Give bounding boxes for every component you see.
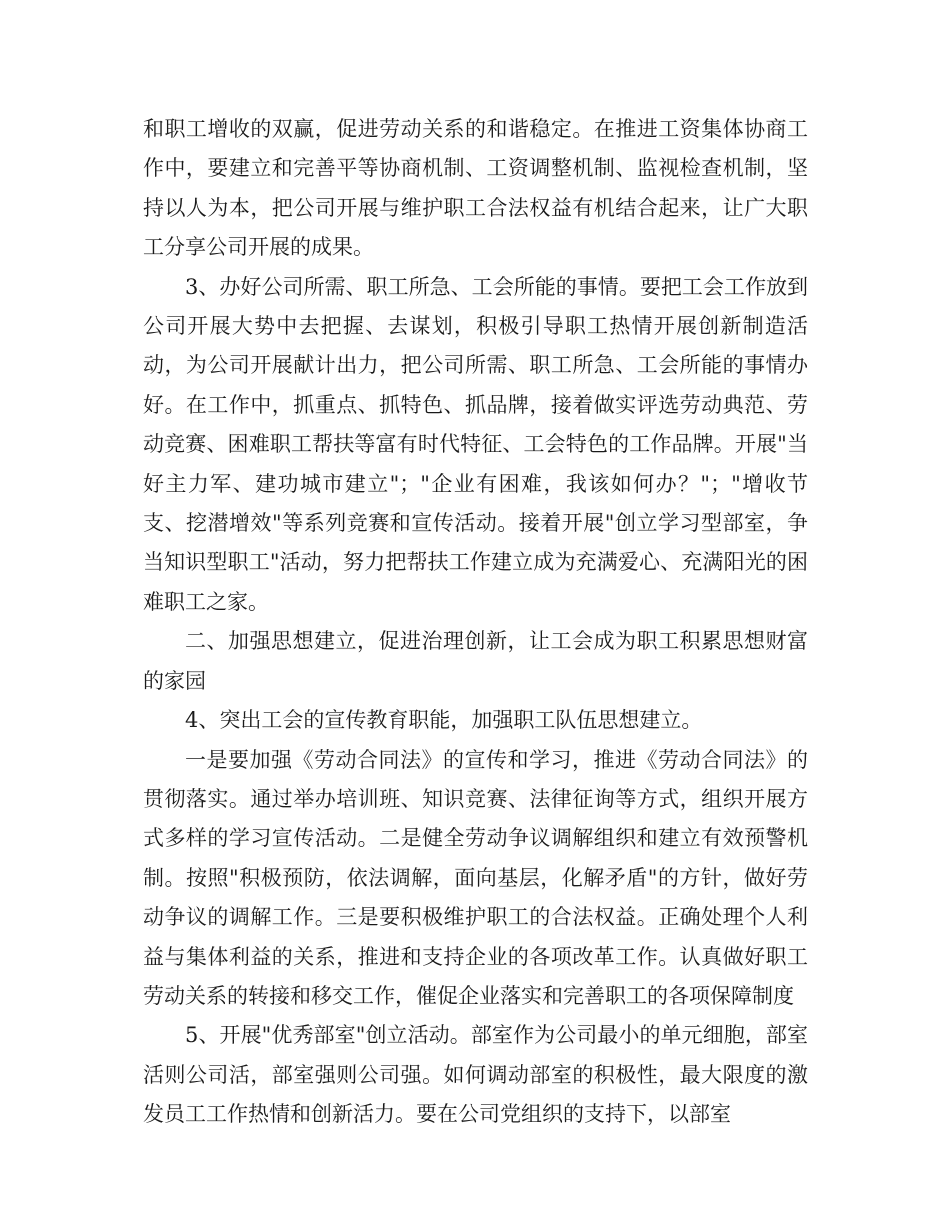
paragraph-item-4: 4、突出工会的宣传教育职能，加强职工队伍思想建立。	[185, 708, 703, 733]
paragraph-item-5: 5、开展"优秀部室"创立活动。部室作为公司最小的单元细胞，部室活则公司活，部室强则公司强。如何调动部室的积极性，最大限度的激发员工工作热情和创新活力。要在公司党组织的支持下，以部室	[143, 1023, 808, 1127]
paragraph-continuation: 和职工增收的双赢，促进劳动关系的和谐稳定。在推进工资集体协商工作中，要建立和完善平等协商机制、工资调整机制、监视检查机制，坚持以人为本，把公司开展与维护职工合法权益有机结合起来，让广大职工分享公司开展的成果。	[143, 117, 808, 260]
section-heading-2: 二、加强思想建立，促进治理创新，让工会成为职工积累思想财富的家园	[143, 629, 808, 693]
paragraph-labor-law: 一是要加强《劳动合同法》的宣传和学习，推进《劳动合同法》的贯彻落实。通过举办培训班、知识竞赛、法律征询等方式，组织开展方式多样的学习宣传活动。二是健全劳动争议调解组织和建立有效预警机制。按照"积极预防，依法调解，面向基层，化解矛盾"的方针，做好劳动争议的调解工作。三是要积极维护职工的合法权益。正确处理个人利益与集体利益的关系，推进和支持企业的各项改革工作。认真做好职工劳动关系的转接和移交工作，催促企业落实和完善职工的各项保障制度	[143, 747, 808, 1008]
paragraph-item-3: 3、办好公司所需、职工所急、工会所能的事情。要把工会工作放到公司开展大势中去把握、去谋划，积极引导职工热情开展创新制造活动，为公司开展献计出力，把公司所需、职工所急、工会所能的事情办好。在工作中，抓重点、抓特色、抓品牌，接着做实评选劳动典范、劳动竞赛、困难职工帮扶等富有时代特征、工会特色的工作品牌。开展"当好主力军、建功城市建立"；"企业有困难，我该如何办？"；"增收节支、挖潜增效"等系列竞赛和宣传活动。接着开展"创立学习型部室，争当知识型职工"活动，努力把帮扶工作建立成为充满爱心、充满阳光的困难职工之家。	[143, 274, 808, 614]
document-body	[143, 110, 808, 1135]
